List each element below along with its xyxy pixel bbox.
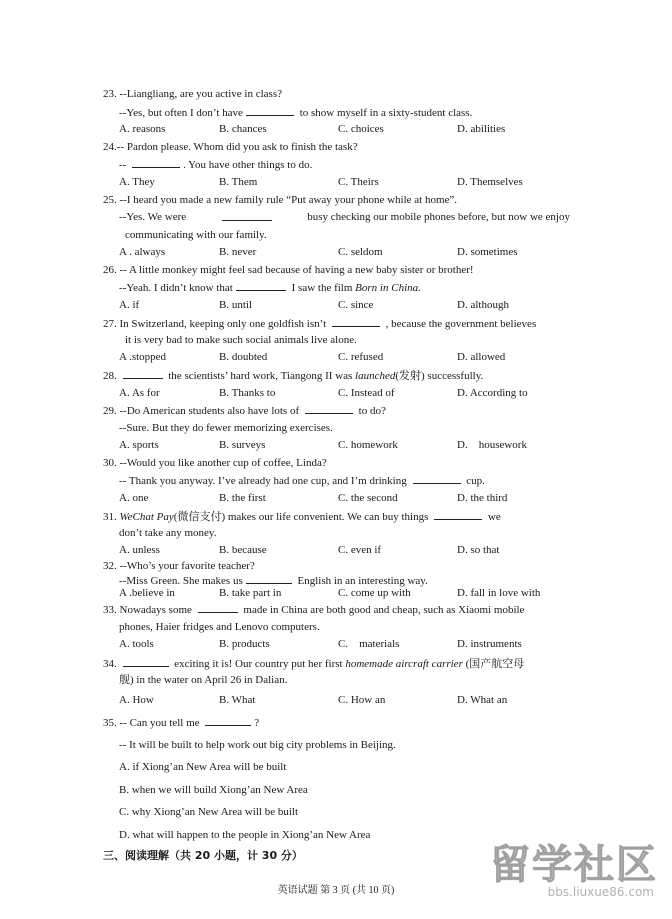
- option-d: D. housework: [457, 439, 527, 451]
- question-34-line2: 舰) in the water on April 26 in Dalian.: [119, 674, 288, 686]
- option-b: B. products: [219, 638, 270, 650]
- question-34-stem: 34. exciting it is! Our country put her first homemade aircraft carrier (国产航空母: [103, 658, 525, 670]
- option-b: B. because: [219, 544, 267, 556]
- answer-blank: [246, 105, 294, 116]
- section-heading: 三、阅读理解（共 20 小题，计 30 分）: [103, 849, 303, 862]
- option-a: A. sports: [119, 439, 159, 451]
- option-d: D. allowed: [457, 351, 506, 363]
- page-footer: 英语试题 第 3 页 (共 10 页): [277, 885, 395, 896]
- question-23-stem: 23. --Liangliang, are you active in class?: [103, 88, 282, 100]
- option-d: D. the third: [457, 492, 508, 504]
- option-a: A. one: [119, 492, 149, 504]
- option-d: D. abilities: [457, 123, 506, 135]
- option-d: D. Themselves: [457, 176, 523, 188]
- question-27-line2: it is very bad to make such social animals live alone.: [125, 334, 357, 346]
- option-c: C. homework: [338, 439, 398, 451]
- question-24-stem: 24.-- Pardon please. Whom did you ask to finish the task?: [103, 141, 358, 153]
- question-31-stem: 31. WeChat Pay(微信支付) makes our life convenient. We can buy things we: [103, 511, 501, 523]
- question-27-stem: 27. In Switzerland, keeping only one goldfish isn’t , because the government believes: [103, 318, 537, 330]
- question-23-line2: --Yes, but often I don’t have to show myself in a sixty-student class.: [119, 107, 473, 119]
- option-d: D. what will happen to the people in Xiong’an New Area: [119, 829, 371, 841]
- watermark-url: bbs.liuxue86.com: [547, 885, 654, 899]
- question-30-stem: 30. --Would you like another cup of coffee, Linda?: [103, 457, 327, 469]
- question-35-stem: 35. -- Can you tell me ?: [103, 717, 260, 729]
- question-25-stem: 25. --I heard you made a new family rule “Put away your phone while at home”.: [103, 194, 458, 206]
- answer-blank: [305, 403, 353, 414]
- option-a: A. tools: [119, 638, 154, 650]
- answer-blank: [198, 602, 238, 613]
- option-c: C. refused: [338, 351, 384, 363]
- question-32-stem: 32. --Who’s your favorite teacher?: [103, 560, 255, 572]
- option-a: A .stopped: [119, 351, 167, 363]
- option-b: B. Them: [219, 176, 258, 188]
- option-b: B. when we will build Xiong’an New Area: [119, 784, 308, 796]
- option-c: C. materials: [338, 638, 400, 650]
- question-25-line3: communicating with our family.: [125, 229, 267, 241]
- option-d: D. instruments: [457, 638, 522, 650]
- option-b: B. chances: [219, 123, 267, 135]
- option-a: A. if: [119, 299, 140, 311]
- option-c: C. Instead of: [338, 387, 395, 399]
- option-b: B. What: [219, 694, 256, 706]
- option-c: C. why Xiong’an New Area will be built: [119, 806, 299, 818]
- answer-blank: [222, 210, 272, 221]
- answer-blank: [132, 157, 180, 168]
- option-d: D. What an: [457, 694, 508, 706]
- answer-blank: [123, 368, 163, 379]
- question-26-stem: 26. -- A little monkey might feel sad because of having a new baby sister or brother!: [103, 264, 474, 276]
- question-35-line2: -- It will be built to help work out big city problems in Beijing.: [119, 739, 396, 751]
- answer-blank: [434, 509, 482, 520]
- option-c: C. Theirs: [338, 176, 379, 188]
- answer-blank: [332, 316, 380, 327]
- option-c: C. choices: [338, 123, 384, 135]
- option-b: B. the first: [219, 492, 266, 504]
- question-28-stem: 28. the scientists’ hard work, Tiangong II was launched(发射) successfully.: [103, 370, 484, 382]
- option-c: C. even if: [338, 544, 382, 556]
- option-a: A. if Xiong’an New Area will be built: [119, 761, 287, 773]
- watermark-logo: [488, 843, 658, 903]
- question-30-line2: -- Thank you anyway. I’ve already had one cup, and I’m drinking cup.: [119, 475, 485, 487]
- option-a: A. reasons: [119, 123, 166, 135]
- question-33-line2: phones, Haier fridges and Lenovo computers.: [119, 621, 320, 633]
- question-32-line2: --Miss Green. She makes us English in an interesting way.: [119, 575, 428, 587]
- option-b: B. surveys: [219, 439, 266, 451]
- question-25-line2: --Yes. We were busy checking our mobile phones before, but now we enjoy: [119, 211, 570, 223]
- option-b: B. doubted: [219, 351, 268, 363]
- watermark-text: 留学社区: [490, 842, 658, 888]
- question-24-line2: -- . You have other things to do.: [119, 159, 313, 171]
- option-c: C. How an: [338, 694, 386, 706]
- answer-blank: [246, 573, 292, 584]
- option-b: B. until: [219, 299, 253, 311]
- option-a: A . always: [119, 246, 166, 258]
- option-d: D. sometimes: [457, 246, 518, 258]
- answer-blank: [236, 280, 286, 291]
- option-a: A. unless: [119, 544, 160, 556]
- option-c: C. since: [338, 299, 374, 311]
- option-b: B. never: [219, 246, 257, 258]
- question-29-line2: --Sure. But they do fewer memorizing exercises.: [119, 422, 333, 434]
- option-b: B. take part in: [219, 587, 282, 599]
- answer-blank: [413, 473, 461, 484]
- question-26-line2: --Yeah. I didn’t know that I saw the film Born in China.: [119, 282, 421, 294]
- question-29-stem: 29. --Do American students also have lots of to do?: [103, 405, 386, 417]
- question-33-stem: 33. Nowadays some made in China are both good and cheap, such as Xiaomi mobile: [103, 604, 525, 616]
- option-d: D. so that: [457, 544, 500, 556]
- option-a: A. How: [119, 694, 154, 706]
- option-c: C. seldom: [338, 246, 383, 258]
- option-c: C. the second: [338, 492, 398, 504]
- answer-blank: [205, 715, 251, 726]
- answer-blank: [123, 656, 169, 667]
- option-a: A .believe in: [119, 587, 175, 599]
- option-b: B. Thanks to: [219, 387, 276, 399]
- option-d: D. although: [457, 299, 509, 311]
- option-d: D. According to: [457, 387, 528, 399]
- option-a: A. They: [119, 176, 155, 188]
- option-d: D. fall in love with: [457, 587, 541, 599]
- option-c: C. come up with: [338, 587, 411, 599]
- question-31-line2: don’t take any money.: [119, 527, 217, 539]
- option-a: A. As for: [119, 387, 160, 399]
